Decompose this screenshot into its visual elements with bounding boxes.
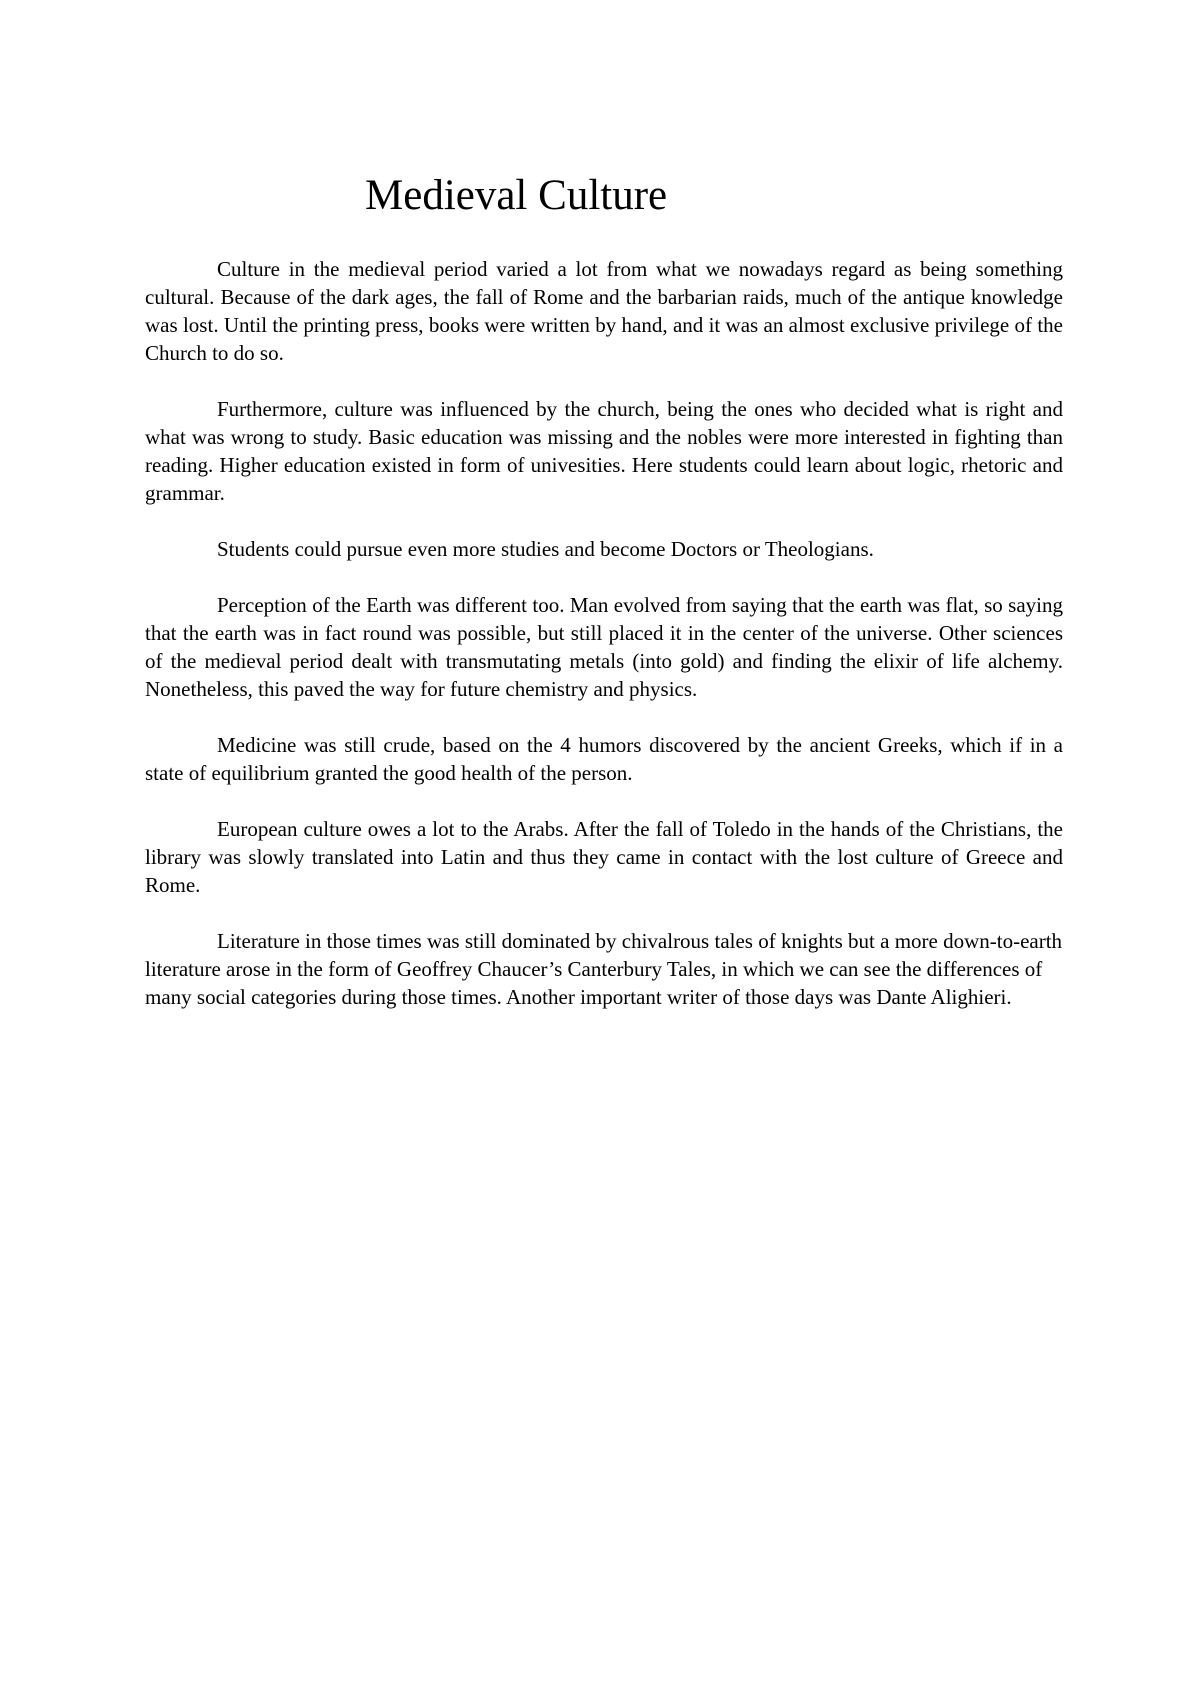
document-title: Medieval Culture <box>365 172 668 219</box>
paragraph-church-education: Furthermore, culture was influenced by the church, being the ones who decided what is right and what was wrong to study. Basic education was missing and the nobles were more interested in fighting than reading. Higher education existed in form of univesities. Here students could learn about logic, rhetoric and grammar. <box>145 397 1063 505</box>
paragraph-culture-intro: Culture in the medieval period varied a lot from what we nowadays regard as being something cultural. Because of the dark ages, the fall of Rome and the barbarian raids, much of the antique knowledge was lost. Until the printing press, books were written by hand, and it was an almost exclusive privilege of the Church to do so. <box>145 257 1063 365</box>
paragraph-literature: Literature in those times was still dominated by chivalrous tales of knights but a more down-to-earth literature arose in the form of Geoffrey Chaucer’s Canterbury Tales, in which we can see the differences of many social categories during those times. Another important writer of those days was Dante Alighieri. <box>145 929 1063 1009</box>
document-body <box>145 255 1063 1011</box>
paragraph-medicine: Medicine was still crude, based on the 4 humors discovered by the ancient Greeks, which if in a state of equilibrium granted the good health of the person. <box>145 733 1063 785</box>
paragraph-earth-perception: Perception of the Earth was different too. Man evolved from saying that the earth was flat, so saying that the earth was in fact round was possible, but still placed it in the center of the universe. Other sciences of the medieval period dealt with transmutating metals (into gold) and finding the elixir of life alchemy. Nonetheless, this paved the way for future chemistry and physics. <box>145 593 1063 701</box>
paragraph-arab-influence: European culture owes a lot to the Arabs. After the fall of Toledo in the hands of the Christians, the library was slowly translated into Latin and thus they came in contact with the lost culture of Greece and Rome. <box>145 817 1063 897</box>
paragraph-students: Students could pursue even more studies and become Doctors or Theologians. <box>217 537 874 561</box>
